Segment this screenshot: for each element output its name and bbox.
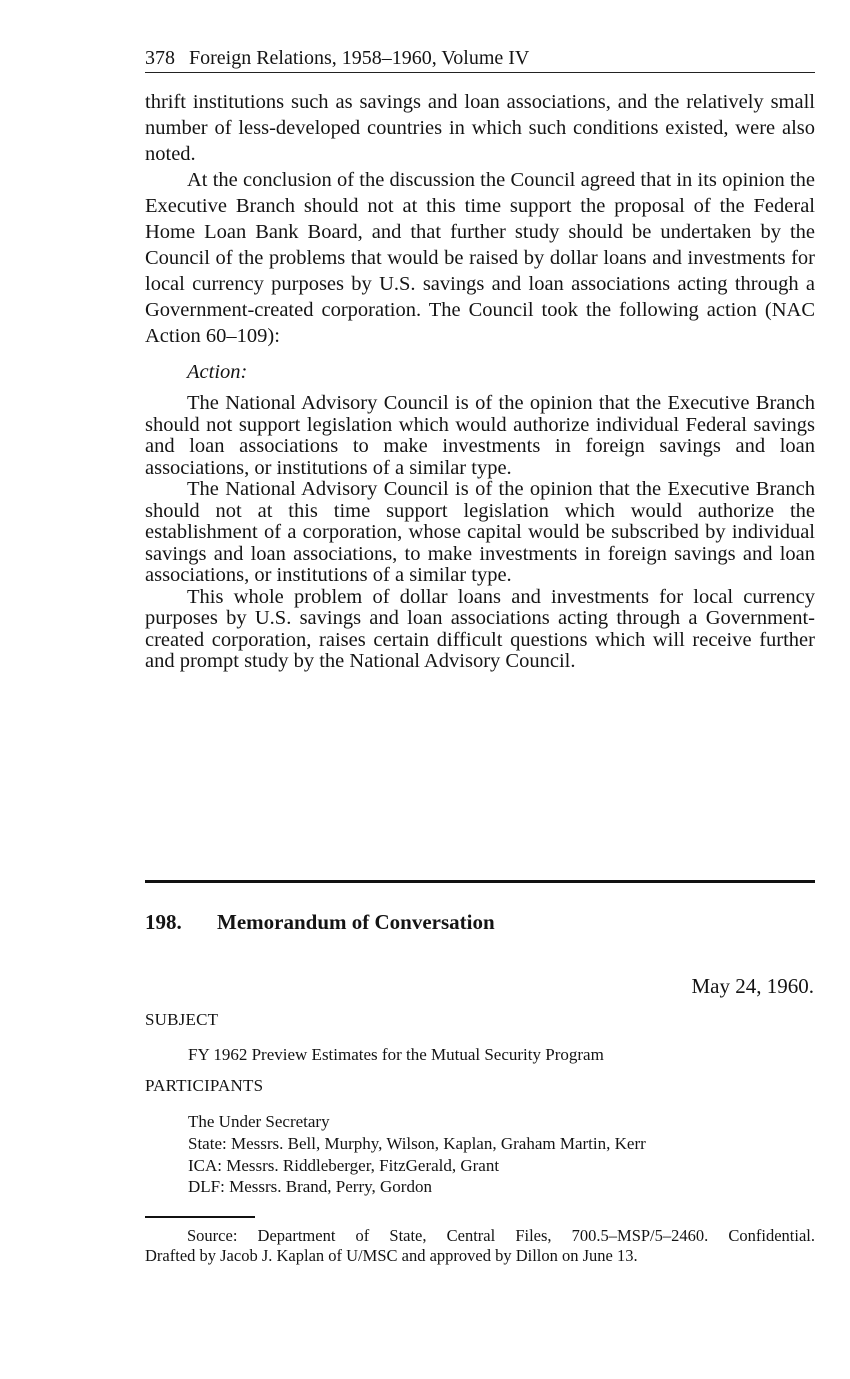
action-block (145, 393, 815, 673)
footnote-line-2: Drafted by Jacob J. Kaplan of U/MSC and approved by Dillon on June 13. (145, 1246, 638, 1265)
subject-label: SUBJECT (145, 1010, 219, 1029)
page-body (145, 46, 815, 673)
source-footnote (145, 1226, 815, 1266)
document-date: May 24, 1960. (691, 974, 814, 998)
action-item-3: This whole problem of dollar loans and investments for local currency purposes by U.S. savings and loan associations acting through a Government-created corporation, raises certain difficult questions which will receive further and prompt study by the National Advisory Council. (145, 585, 815, 672)
running-title: Foreign Relations, 1958–1960, Volume IV (189, 47, 530, 69)
action-item-2: The National Advisory Council is of the opinion that the Executive Branch should not at this time support legislation which would authorize the establishment of a corporation, whose capital would be subscribed by individual savings and loan associations, to make investments in foreign savings and loan associations, or institutions of a similar type. (145, 478, 815, 586)
paragraph-conclusion: At the conclusion of the discussion the Council agreed that in its opinion the Executive Branch should not at this time support the proposal of the Federal Home Loan Bank Board, and that further study should be undertaken by the Council of the problems that would be raised by dollar loans and investments for local currency purposes by U.S. savings and loan associations acting through a Government-created corporation. The Council took the following action (NAC Action 60–109): (145, 169, 815, 347)
action-label: Action: (187, 361, 248, 383)
running-head (145, 46, 815, 73)
section-divider (145, 880, 815, 883)
document-number: 198. (145, 910, 182, 934)
page-number: 378 (145, 47, 175, 69)
footnote-line-1: Source: Department of State, Central Files, 700.5–MSP/5–2460. Confidential. (187, 1226, 815, 1245)
participant-line: The Under Secretary (188, 1112, 330, 1131)
participant-line: DLF: Messrs. Brand, Perry, Gordon (188, 1177, 432, 1196)
document-title: Memorandum of Conversation (217, 910, 495, 934)
participants-label: PARTICIPANTS (145, 1076, 264, 1095)
paragraph-continued: thrift institutions such as savings and loan associations, and the relatively small number of less-developed countries in which such conditions existed, were also noted. (145, 91, 815, 165)
action-item-1: The National Advisory Council is of the opinion that the Executive Branch should not support legislation which would authorize individual Federal savings and loan associations to make investments in foreign savings and loan associations, or institutions of a similar type. (145, 392, 815, 479)
participant-line: State: Messrs. Bell, Murphy, Wilson, Kaplan, Graham Martin, Kerr (188, 1134, 646, 1153)
footnote-rule (145, 1216, 255, 1218)
document-heading (145, 910, 495, 935)
subject-text: FY 1962 Preview Estimates for the Mutual Security Program (188, 1045, 604, 1064)
participant-line: ICA: Messrs. Riddleberger, FitzGerald, Grant (188, 1156, 500, 1175)
